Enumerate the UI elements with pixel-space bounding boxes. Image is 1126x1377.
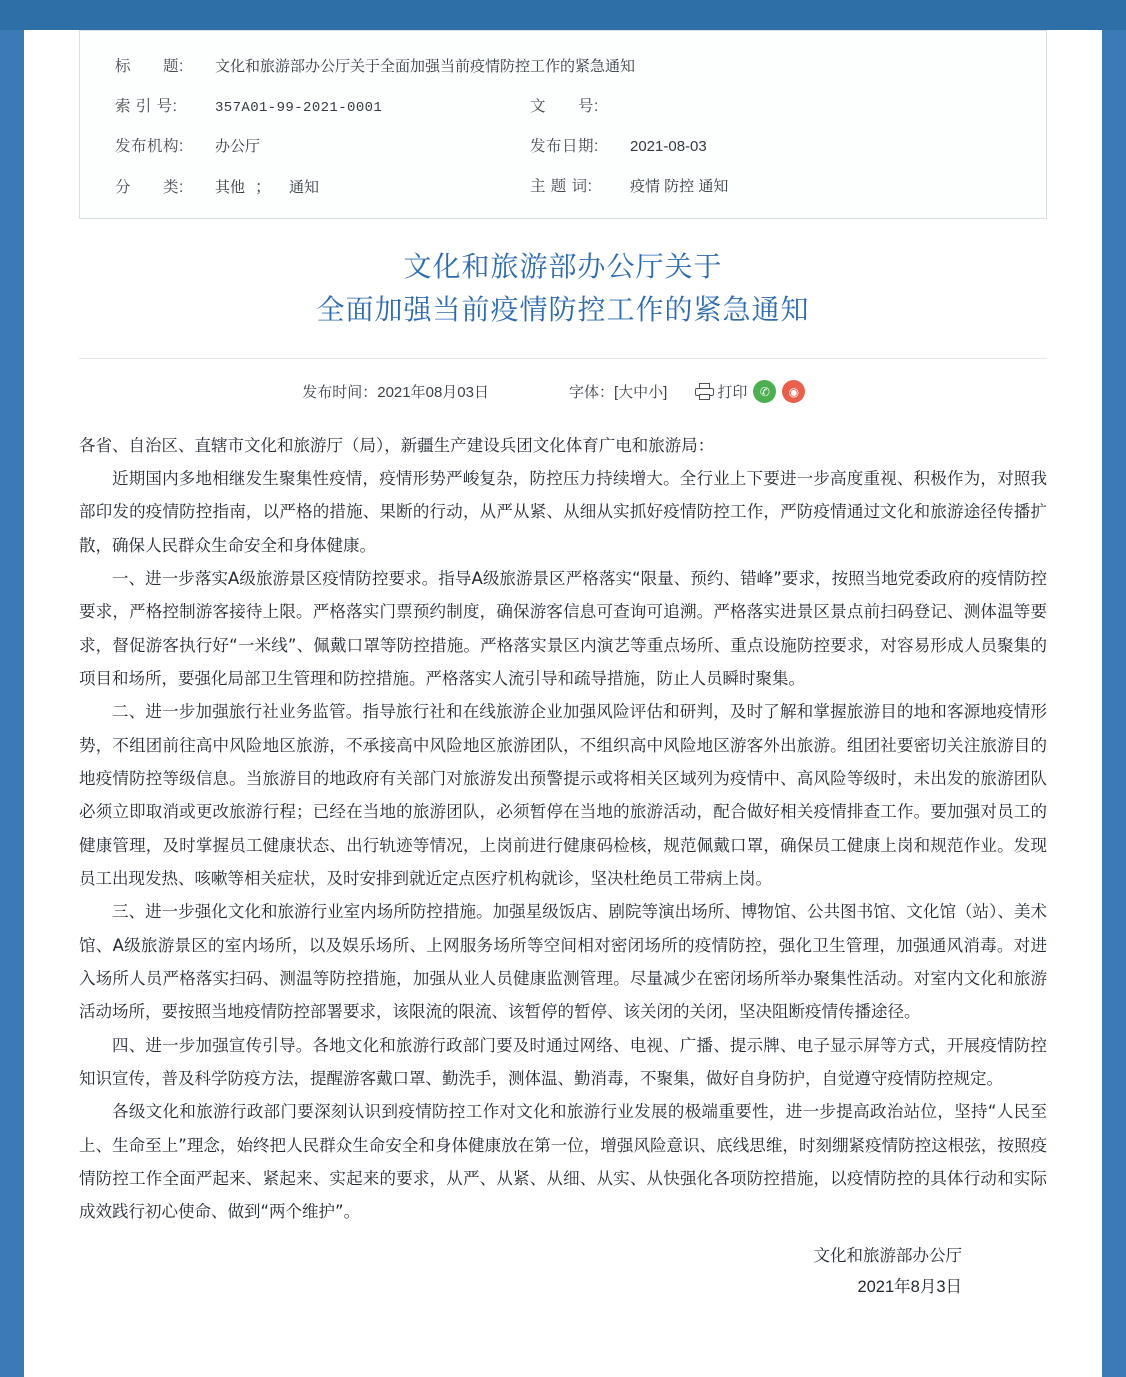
body-paragraph: 近期国内多地相继发生聚集性疫情，疫情形势严峻复杂，防控压力持续增大。全行业上下要进一步高度重视、积极作为，对照我部印发的疫情防控指南，以严格的措施、果断的行动，从严从紧、从细从实抓好疫情防控工作，严防疫情通过文化和旅游途径传播扩散，确保人民群众生命安全和身体健康。 — [79, 469, 1047, 555]
page-title-line-1: 文化和旅游部办公厅关于 — [403, 250, 723, 283]
font-size-selector[interactable]: 字体：[大中小] — [569, 384, 668, 402]
metadata-cell-date — [530, 134, 1046, 156]
body-paragraph: 三、进一步强化文化和旅游行业室内场所防控措施。加强星级饭店、剧院等演出场所、博物馆、公共图书馆、文化馆（站）、美术馆、A级旅游景区的室内场所，以及娱乐场所、上网服务场所等空间相对密闭场所的疫情防控，强化卫生管理，加强通风消毒。对进入场所人员严格落实扫码、测温等防控措施，加强从业人员健康监测管理。尽量减少在密闭场所举办聚集性活动。对室内文化和旅游活动场所，要按照当地疫情防控部署要求，该限流的限流、该暂停的暂停、该关闭的关闭，坚决阻断疫情传播途径。 — [79, 902, 1047, 1022]
printer-icon — [695, 383, 714, 400]
title-divider — [79, 358, 1047, 359]
body-paragraph: 各级文化和旅游行政部门要深刻认识到疫情防控工作对文化和旅游行业发展的极端重要性，进一步提高政治站位，坚持“人民至上、生命至上”理念，始终把人民群众生命安全和身体健康放在第一位，增强风险意识、底线思维，时刻绷紧疫情防控这根弦，按照疫情防控工作全面严起来、紧起来、实起来的要求，从严、从紧、从细、从实、从快强化各项防控措施，以疫情防控的具体行动和实际成效践行初心使命、做到“两个维护”。 — [79, 1102, 1047, 1222]
metadata-value-title: 文化和旅游部办公厅关于全面加强当前疫情防控工作的紧急通知 — [215, 58, 636, 75]
body-paragraph: 一、进一步落实A级旅游景区疫情防控要求。指导A级旅游景区严格落实“限量、预约、错峰”要求，按照当地党委政府的疫情防控要求，严格控制游客接待上限。严格落实门票预约制度，确保游客信息可查询可追溯。严格落实进景区景点前扫码登记、测体温等要求，督促游客执行好“一米线”、佩戴口罩等防控措施。严格落实景区内演艺等重点场所、重点设施防控要求，对容易形成人员聚集的项目和场所，要强化局部卫生管理和防控措施。严格落实人流引导和疏导措施，防止人员瞬时聚集。 — [79, 569, 1047, 689]
metadata-row-category-keywords — [80, 165, 1046, 206]
document-info-bar — [79, 377, 1047, 407]
metadata-label-title: 标 题: — [115, 58, 184, 75]
metadata-value-category: 其他 — [215, 179, 246, 196]
wechat-share-icon[interactable]: ✆ — [753, 380, 776, 403]
print-button[interactable] — [695, 381, 747, 402]
metadata-label-index: 索 引 号: — [115, 98, 178, 115]
metadata-value-date: 2021-08-03 — [630, 138, 707, 155]
document-paper — [24, 30, 1102, 1377]
metadata-row-title — [80, 45, 1046, 85]
weibo-share-icon[interactable]: ◉ — [782, 380, 805, 403]
bottom-spacer — [24, 1303, 1102, 1343]
metadata-cell-title — [80, 54, 635, 76]
signature-organization: 文化和旅游部办公厅 — [813, 1246, 962, 1265]
metadata-label-org: 发布机构: — [115, 138, 184, 155]
metadata-value-category-2: 通知 — [289, 179, 320, 196]
metadata-label-docnumber: 文 号: — [530, 98, 599, 115]
print-button-label: 打印 — [717, 384, 748, 402]
metadata-cell-docnumber — [530, 94, 1046, 116]
metadata-category-separator: ； — [255, 179, 272, 196]
document-body — [79, 429, 1047, 1229]
metadata-cell-category — [80, 174, 530, 197]
body-paragraph: 各省、自治区、直辖市文化和旅游厅（局），新疆生产建设兵团文化体育广电和旅游局： — [79, 435, 715, 455]
metadata-value-org: 办公厅 — [215, 138, 261, 155]
metadata-value-keywords: 疫情 防控 通知 — [630, 178, 729, 195]
metadata-label-date: 发布日期: — [530, 138, 599, 155]
page-title-line-2: 全面加强当前疫情防控工作的紧急通知 — [316, 293, 810, 327]
metadata-row-org-date — [80, 125, 1046, 165]
metadata-row-index-number — [80, 85, 1046, 125]
body-paragraph: 二、进一步加强旅行社业务监管。指导旅行社和在线旅游企业加强风险评估和研判，及时了解和掌握旅游目的地和客源地疫情形势，不组团前往高中风险地区旅游，不承接高中风险地区旅游团队，不组织高中风险地区游客外出旅游。组团社要密切关注旅游目的地疫情防控等级信息。当旅游目的地政府有关部门对旅游发出预警提示或将相关区域列为疫情中、高风险等级时，未出发的旅游团队必须立即取消或更改旅游行程；已经在当地的旅游团队，必须暂停在当地的旅游活动，配合做好相关疫情排查工作。要加强对员工的健康管理，及时掌握员工健康状态、出行轨迹等情况，上岗前进行健康码检核，规范佩戴口罩，确保员工健康上岗和规范作业。发现员工出现发热、咳嗽等相关症状，及时安排到就近定点医疗机构就诊，坚决杜绝员工带病上岗。 — [79, 702, 1047, 889]
metadata-cell-org — [80, 134, 530, 156]
info-bar-actions — [489, 380, 1047, 403]
page-title — [144, 245, 982, 332]
signature-date: 2021年8月3日 — [857, 1278, 962, 1296]
metadata-cell-index — [80, 94, 530, 116]
document-signature — [79, 1241, 1047, 1304]
document-metadata-table — [79, 30, 1047, 219]
metadata-label-category: 分 类: — [115, 179, 184, 196]
body-paragraph: 四、进一步加强宣传引导。各地文化和旅游行政部门要及时通过网络、电视、广播、提示牌、电子显示屏等方式，开展疫情防控知识宣传，普及科学防疫方法，提醒游客戴口罩、勤洗手，测体温、勤消毒，不聚集，做好自身防护，自觉遵守疫情防控规定。 — [79, 1035, 1047, 1089]
publish-time: 发布时间：2021年08月03日 — [302, 384, 489, 402]
page-background — [0, 30, 1126, 1377]
metadata-value-index: 357A01-99-2021-0001 — [215, 100, 383, 116]
metadata-label-keywords: 主 题 词: — [530, 178, 593, 195]
metadata-cell-keywords — [530, 174, 1046, 196]
